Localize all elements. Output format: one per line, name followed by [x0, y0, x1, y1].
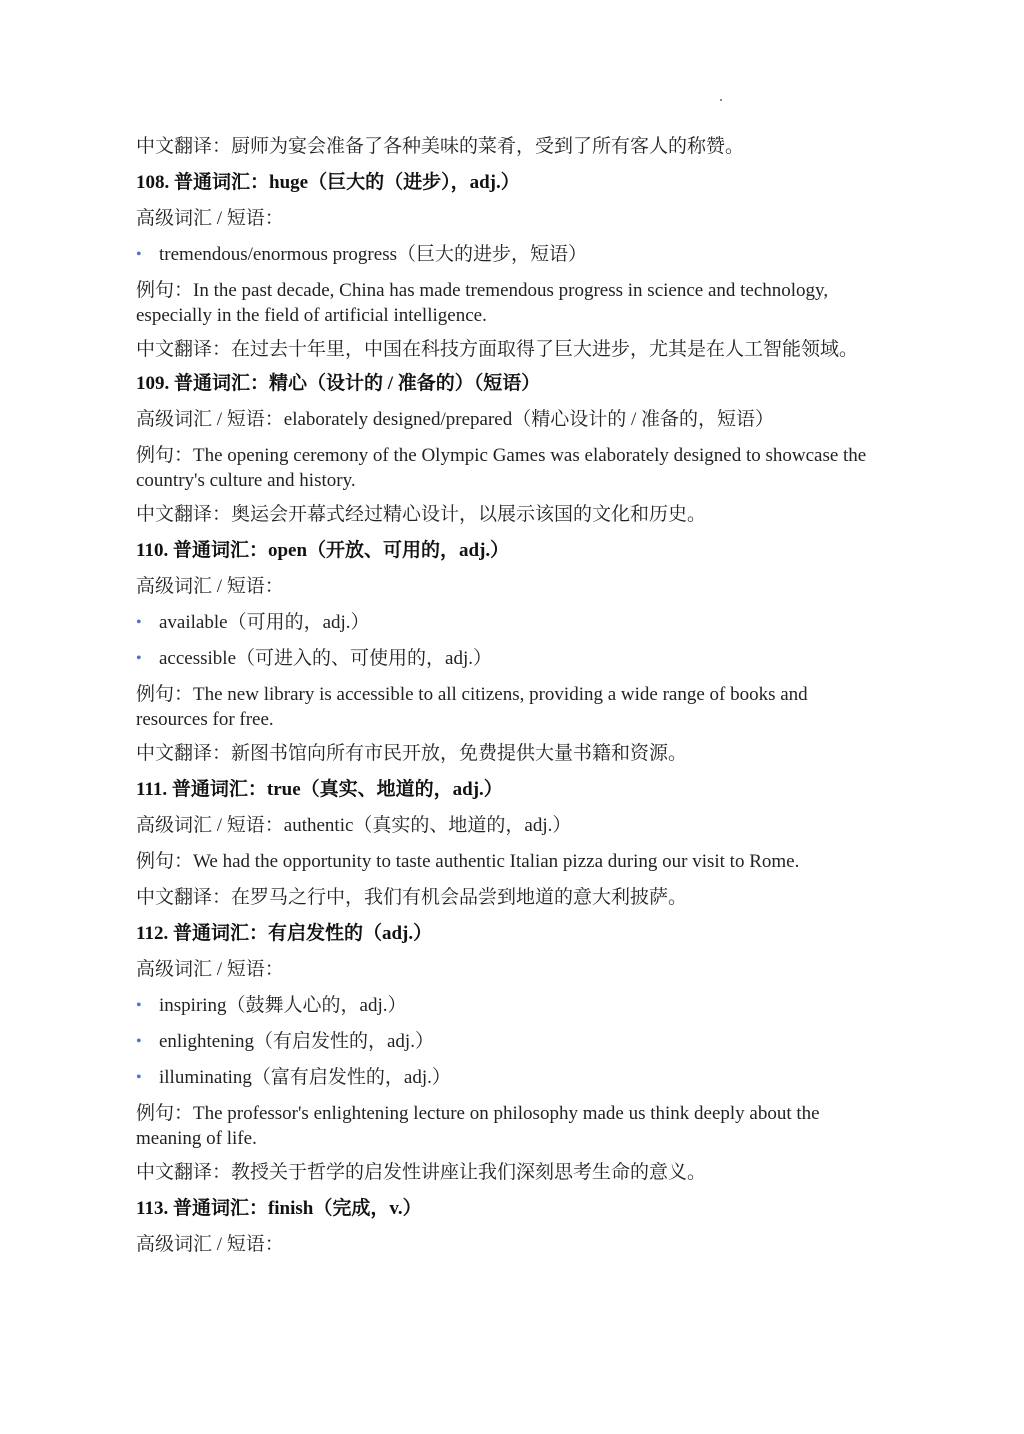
advanced-vocab-label	[136, 206, 896, 232]
example-label: 例句：	[136, 851, 194, 872]
translation-text: 奥运会开幕式经过精心设计，以展示该国的文化和历史。	[231, 504, 707, 525]
advanced-vocab-label	[136, 1232, 896, 1258]
vocab-bullet-item	[136, 1065, 896, 1091]
bullet-dot-icon: •	[136, 997, 142, 1014]
example-sentence	[136, 1101, 881, 1151]
advanced-vocab-text: authentic（真实的、地道的，adj.）	[283, 815, 572, 836]
vocab-bullet-text: accessible（可进入的、可使用的，adj.）	[159, 648, 492, 669]
advanced-vocab-line	[136, 407, 896, 433]
advanced-vocab-label	[136, 957, 896, 983]
example-sentence	[136, 278, 881, 328]
translation-text: 在罗马之行中，我们有机会品尝到地道的意大利披萨。	[231, 887, 688, 908]
translation-label: 中文翻译：	[136, 339, 232, 360]
bullet-dot-icon: •	[136, 1033, 142, 1050]
translation-line	[136, 741, 896, 767]
example-text: The professor's enlightening lecture on philosophy made us think deeply about the meaning of life.	[136, 1103, 820, 1149]
translation-label: 中文翻译：	[136, 743, 232, 764]
vocab-bullet-item	[136, 242, 896, 268]
entry-heading-110: 110. 普通词汇：open（开放、可用的，adj.）	[136, 540, 510, 561]
translation-label: 中文翻译：	[136, 887, 232, 908]
example-text: We had the opportunity to taste authentic Italian pizza during our visit to Rome.	[193, 851, 800, 872]
vocab-bullet-text: inspiring（鼓舞人心的，adj.）	[159, 995, 407, 1016]
example-text: The opening ceremony of the Olympic Games was elaborately designed to showcase the country's culture and history.	[136, 445, 867, 491]
translation-line	[136, 134, 896, 160]
advanced-vocab-label-text: 高级词汇 / 短语：	[136, 409, 284, 430]
advanced-vocab-text: elaborately designed/prepared（精心设计的 / 准备的，短语）	[283, 409, 774, 430]
vocab-bullet-text: available（可用的，adj.）	[159, 612, 370, 633]
bullet-dot-icon: •	[136, 614, 142, 631]
bullet-dot-icon: •	[136, 1069, 142, 1086]
bullet-dot-icon: •	[136, 246, 142, 263]
example-label: 例句：	[136, 684, 194, 705]
advanced-vocab-label-text: 高级词汇 / 短语：	[136, 815, 284, 836]
translation-line	[136, 885, 896, 911]
example-sentence	[136, 682, 881, 732]
entry-heading-112: 112. 普通词汇：有启发性的（adj.）	[136, 923, 433, 944]
advanced-vocab-label	[136, 574, 896, 600]
advanced-vocab-label-text: 高级词汇 / 短语：	[136, 959, 284, 980]
translation-text: 新图书馆向所有市民开放，免费提供大量书籍和资源。	[231, 743, 688, 764]
translation-text: 教授关于哲学的启发性讲座让我们深刻思考生命的意义。	[231, 1162, 707, 1183]
entry-heading-108: 108. 普通词汇：huge（巨大的（进步），adj.）	[136, 172, 520, 193]
advanced-vocab-label-text: 高级词汇 / 短语：	[136, 208, 284, 229]
advanced-vocab-label-text: 高级词汇 / 短语：	[136, 1234, 284, 1255]
example-label: 例句：	[136, 445, 194, 466]
example-sentence	[136, 443, 881, 493]
example-text: In the past decade, China has made tremendous progress in science and technology, especially in the field of artificial intelligence.	[136, 280, 829, 326]
document-content	[136, 134, 896, 1258]
vocab-bullet-text: illuminating（富有启发性的，adj.）	[159, 1067, 451, 1088]
advanced-vocab-line	[136, 813, 896, 839]
bullet-dot-icon: •	[136, 650, 142, 667]
vocab-bullet-item	[136, 610, 896, 636]
example-label: 例句：	[136, 280, 194, 301]
entry-heading-111: 111. 普通词汇：true（真实、地道的，adj.）	[136, 779, 503, 800]
example-label: 例句：	[136, 1103, 194, 1124]
vocab-bullet-text: enlightening（有启发性的，adj.）	[159, 1031, 434, 1052]
vocab-bullet-text: tremendous/enormous progress（巨大的进步，短语）	[159, 244, 587, 265]
translation-line	[136, 1160, 896, 1186]
translation-label: 中文翻译：	[136, 504, 232, 525]
stray-dot-mark	[720, 99, 722, 101]
example-sentence	[136, 849, 896, 875]
vocab-bullet-item	[136, 646, 896, 672]
vocab-bullet-item	[136, 1029, 896, 1055]
translation-label: 中文翻译：	[136, 136, 232, 157]
translation-paragraph	[136, 337, 881, 362]
vocab-bullet-item	[136, 993, 896, 1019]
entry-heading-109: 109. 普通词汇：精心（设计的 / 准备的）（短语）	[136, 373, 541, 394]
translation-label: 中文翻译：	[136, 1162, 232, 1183]
advanced-vocab-label-text: 高级词汇 / 短语：	[136, 576, 284, 597]
translation-text: 在过去十年里，中国在科技方面取得了巨大进步，尤其是在人工智能领域。	[231, 339, 859, 360]
translation-line	[136, 502, 896, 528]
example-text: The new library is accessible to all citizens, providing a wide range of books and resources for free.	[136, 684, 808, 730]
translation-text: 厨师为宴会准备了各种美味的菜肴，受到了所有客人的称赞。	[231, 136, 745, 157]
entry-heading-113: 113. 普通词汇：finish（完成，v.）	[136, 1198, 422, 1219]
